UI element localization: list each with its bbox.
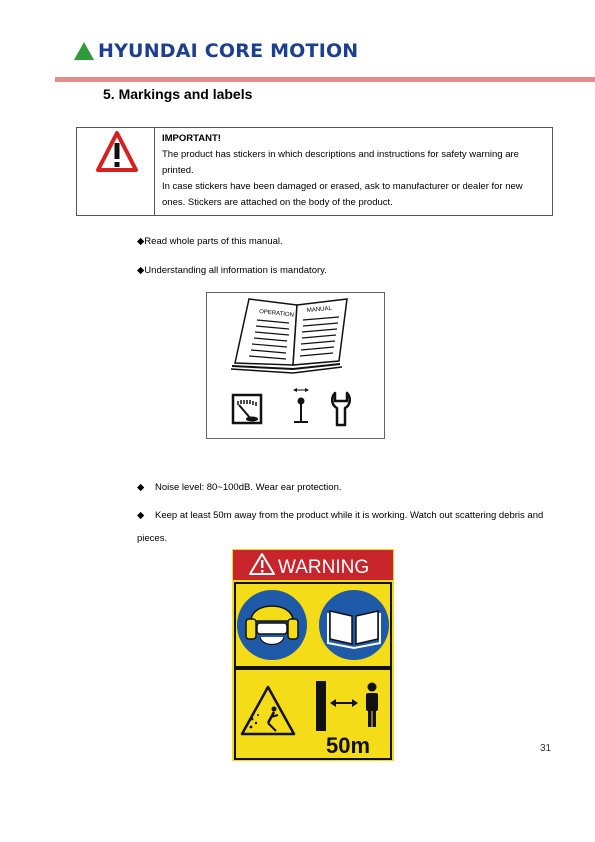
noise-level-note xyxy=(137,482,342,493)
noise-text: Noise level: 80~100dB. Wear ear protection. xyxy=(155,482,342,493)
warning-title: WARNING xyxy=(278,557,370,578)
table-divider xyxy=(154,128,155,215)
ear-eye-protection-icon xyxy=(237,590,307,660)
book-left-label: OPERATION xyxy=(258,309,295,319)
distance-text: Keep at least 50m away from the product while it is working. Watch out scattering debris and pieces. xyxy=(137,510,544,544)
book-right-label: MANUAL xyxy=(306,305,333,314)
warning-triangle-icon xyxy=(95,130,139,179)
bullet-diamond: ◆ xyxy=(137,510,145,521)
header-divider xyxy=(55,77,595,82)
lever-icon xyxy=(293,388,309,422)
warning-sticker xyxy=(232,549,394,761)
important-line-2: In case stickers have been damaged or erased, ask to manufacturer or dealer for new ones. Stickers are attached on the body of the product. xyxy=(162,181,523,208)
important-title: IMPORTANT! xyxy=(162,133,221,144)
distance-label: 50m xyxy=(326,733,371,758)
important-text xyxy=(162,131,547,211)
read-manual-icon xyxy=(319,590,389,660)
logo-triangle-icon xyxy=(74,42,94,60)
bullet-understanding: ◆Understanding all information is mandatory. xyxy=(137,265,327,276)
important-notice-box xyxy=(76,127,553,216)
company-logo xyxy=(74,40,358,62)
page-number: 31 xyxy=(540,743,552,754)
important-line-1: The product has stickers in which descriptions and instructions for safety warning are printed. xyxy=(162,149,519,176)
gauge-icon xyxy=(233,395,261,423)
distance-note xyxy=(137,504,553,550)
section-heading: 5. Markings and labels xyxy=(103,86,253,102)
read-manual-pictogram xyxy=(206,292,385,439)
bullet-diamond: ◆ xyxy=(137,482,145,493)
logo-text: HYUNDAI CORE MOTION xyxy=(98,40,359,62)
bullet-read-manual: ◆Read whole parts of this manual. xyxy=(137,236,283,247)
wrench-icon xyxy=(332,393,350,425)
open-book-icon xyxy=(231,299,347,373)
